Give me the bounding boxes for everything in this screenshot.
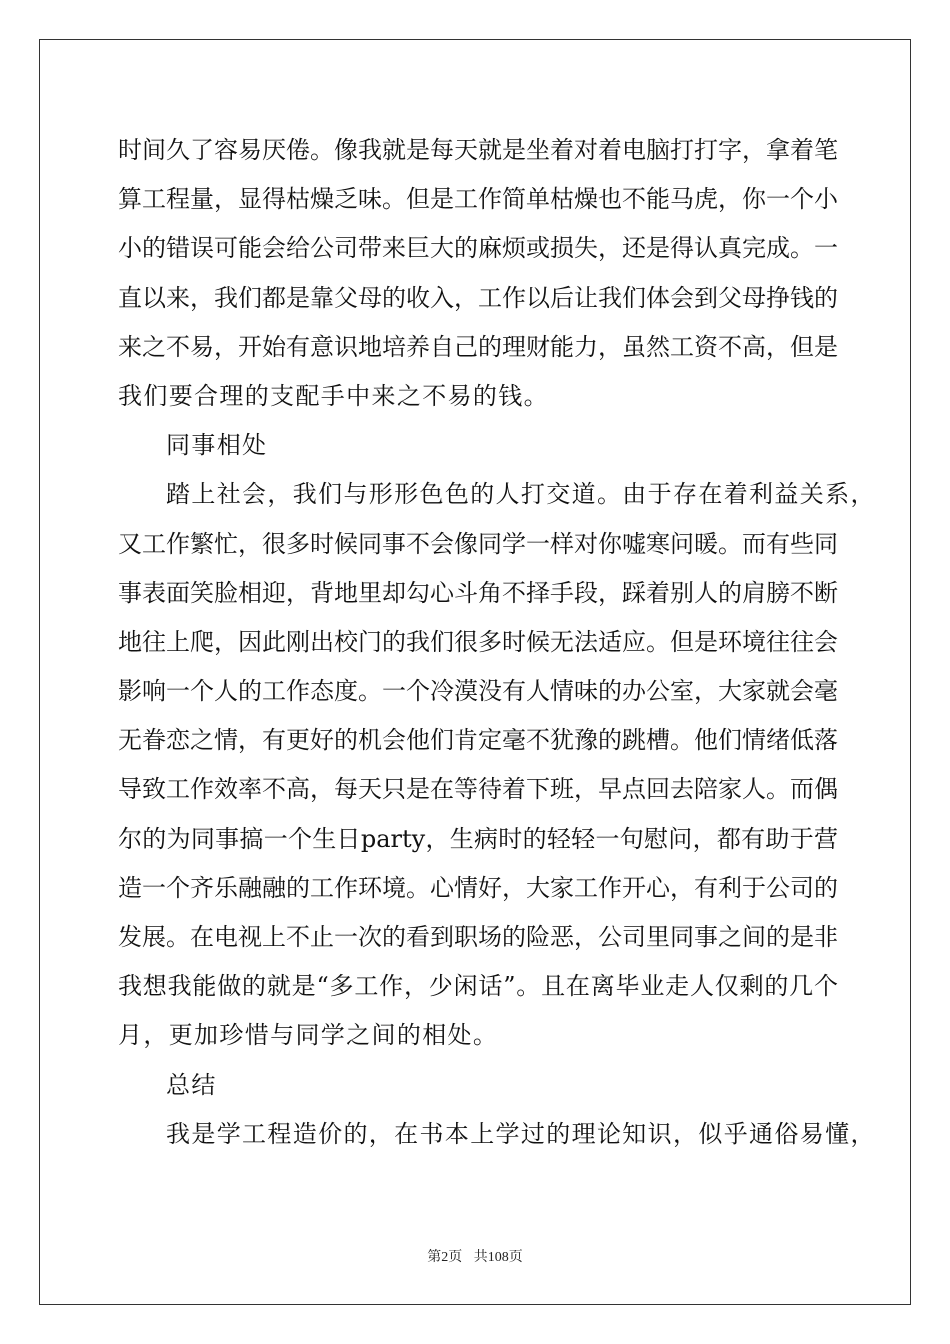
paragraph-line: 发展。在电视上不止一次的看到职场的险恶，公司里同事之间的是非	[118, 923, 838, 951]
paragraph-line: 尔的为同事搞一个生日party，生病时的轻轻一句慰问，都有助于营	[118, 824, 838, 853]
paragraph-line: 小的错误可能会给公司带来巨大的麻烦或损失，还是得认真完成。一	[118, 234, 838, 263]
paragraph-line: 我是学工程造价的，在书本上学过的理论知识，似乎通俗易懂，	[166, 1119, 876, 1148]
paragraph-line: 算工程量，显得枯燥乏味。但是工作简单枯燥也不能马虎，你一个小	[118, 185, 838, 214]
page-total: 共108页	[473, 1250, 523, 1265]
section-heading: 同事相处	[166, 431, 268, 460]
paragraph-line: 踏上社会，我们与形形色色的人打交道。由于存在着利益关系，	[166, 480, 876, 509]
paragraph-line: 无眷恋之情，有更好的机会他们肯定毫不犹豫的跳槽。他们情绪低落	[118, 726, 838, 755]
paragraph-line: 我想我能做的就是“多工作，少闲话”。且在离毕业走人仅剩的几个	[118, 972, 838, 1001]
paragraph-line: 地往上爬，因此刚出校门的我们很多时候无法适应。但是环境往往会	[118, 627, 838, 656]
page-footer	[0, 1246, 950, 1266]
paragraph-line: 时间久了容易厌倦。像我就是每天就是坐着对着电脑打打字，拿着笔	[118, 136, 838, 164]
page-number: 第2页	[427, 1250, 463, 1265]
paragraph-line: 又工作繁忙，很多时候同事不会像同学一样对你嘘寒问暖。而有些同	[118, 529, 838, 558]
paragraph-line: 导致工作效率不高，每天只是在等待着下班，早点回去陪家人。而偶	[118, 775, 838, 804]
paragraph-line: 来之不易，开始有意识地培养自己的理财能力，虽然工资不高，但是	[118, 332, 838, 361]
document-body	[118, 126, 876, 1159]
paragraph-line: 我们要合理的支配手中来之不易的钱。	[118, 381, 549, 410]
section-heading: 总结	[166, 1070, 217, 1099]
paragraph-line: 影响一个人的工作态度。一个冷漠没有人情味的办公室，大家就会毫	[118, 677, 838, 706]
paragraph-line: 事表面笑脸相迎，背地里却勾心斗角不择手段，踩着别人的肩膀不断	[118, 578, 838, 607]
paragraph-line: 造一个齐乐融融的工作环境。心情好，大家工作开心，有利于公司的	[118, 873, 838, 902]
paragraph-line: 月，更加珍惜与同学之间的相处。	[118, 1021, 499, 1050]
paragraph-line: 直以来，我们都是靠父母的收入，工作以后让我们体会到父母挣钱的	[118, 283, 838, 312]
